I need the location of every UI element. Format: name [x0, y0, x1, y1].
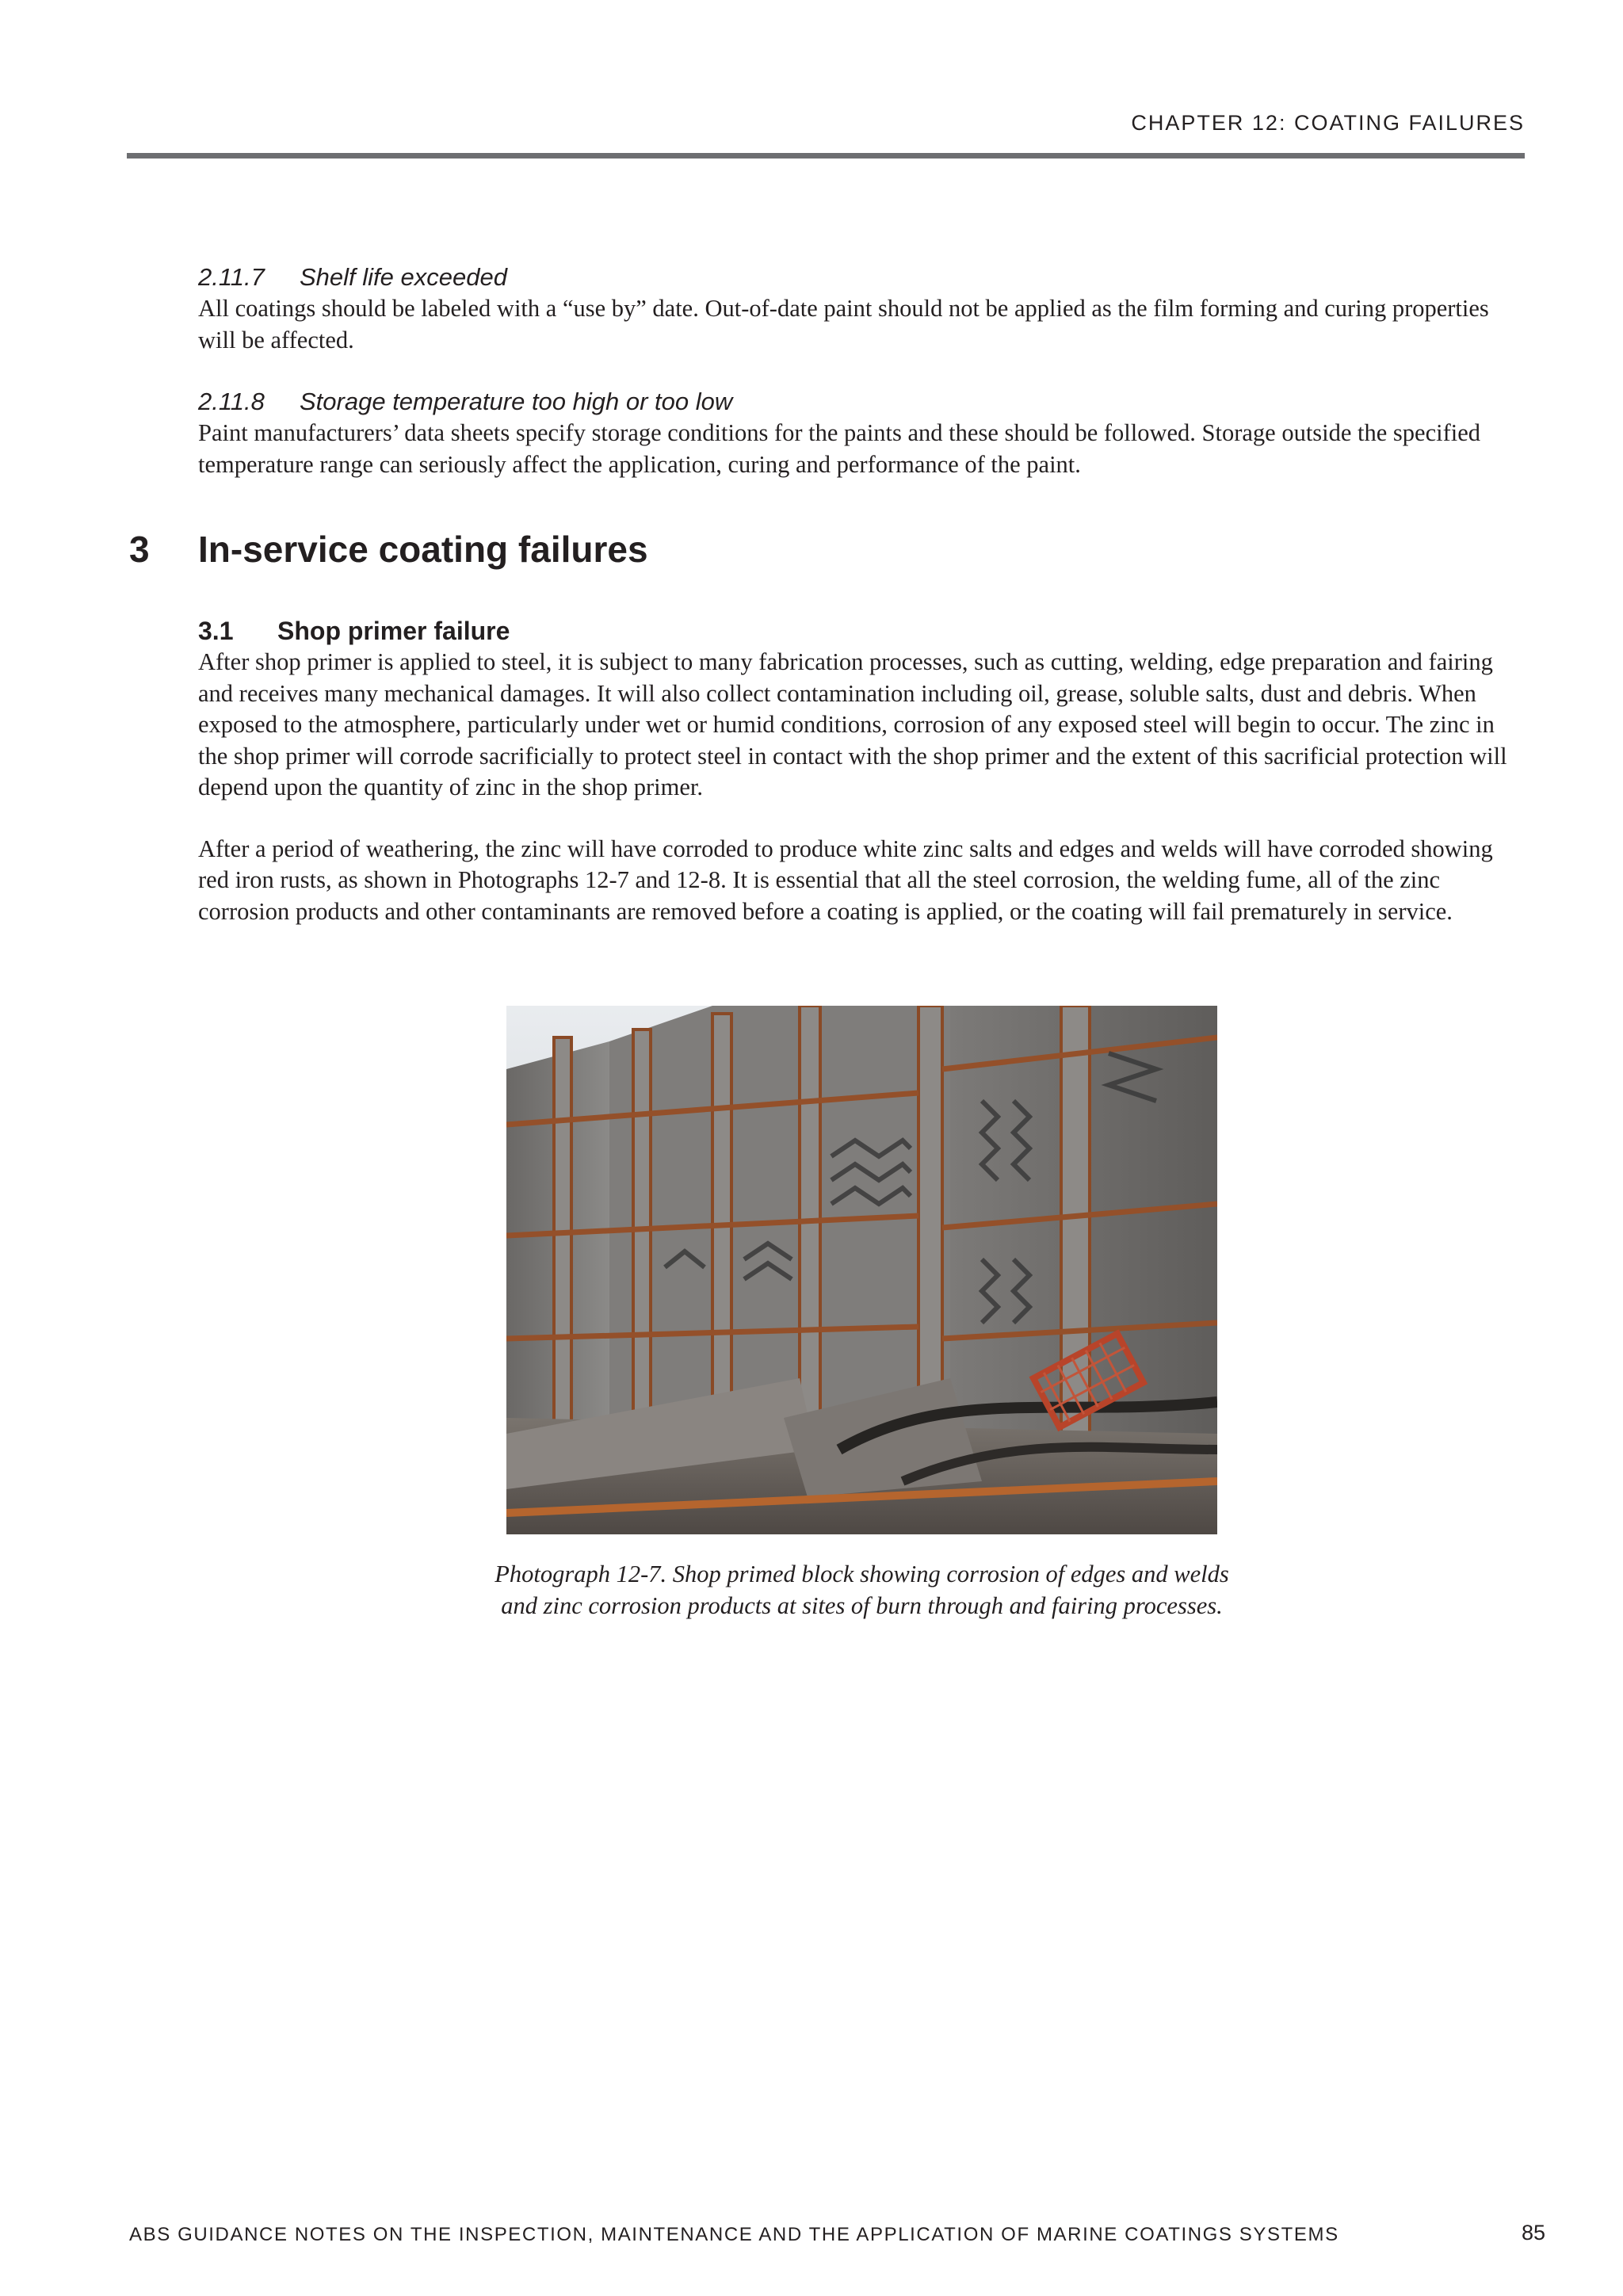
- section-heading-3: [129, 527, 648, 571]
- paragraph-storage-temperature: Paint manufacturers’ data sheets specify storage conditions for the paints and these should be followed. Storage outside the specified temperature range can seriously affect the application, curing and performance of the paint.: [198, 419, 1481, 478]
- subsection-number: 3.1: [198, 617, 234, 645]
- figure-caption: [428, 1558, 1296, 1622]
- footer-publication-title: ABS GUIDANCE NOTES ON THE INSPECTION, MAINTENANCE AND THE APPLICATION OF MARINE COATINGS SYSTEMS: [129, 2224, 1339, 2245]
- chapter-title: CHAPTER 12: COATING FAILURES: [1131, 111, 1525, 135]
- upper-subsections: [198, 262, 1529, 480]
- subsection-title: Shelf life exceeded: [300, 263, 507, 291]
- subsection-title: Shop primer failure: [277, 617, 510, 645]
- running-header: [127, 0, 1525, 159]
- photograph-12-7: [506, 1006, 1217, 1534]
- subsection-number: 2.11.8: [198, 388, 265, 415]
- subsection-3-1: [198, 615, 1529, 927]
- subsection-heading-2-11-8: [198, 386, 1529, 418]
- section-number: 3: [129, 529, 150, 570]
- shop-primed-block-photo: [506, 1006, 1217, 1534]
- caption-line: Photograph 12-7. Shop primed block showing corrosion of edges and welds: [495, 1561, 1229, 1587]
- paragraph-shop-primer-2: After a period of weathering, the zinc will have corroded to produce white zinc salts and edges and welds will have corroded showing red iron rusts, as shown in Photographs 12-7 and 12-8. It is essential that all the steel corrosion, the welding fume, all of the zinc corrosion products and other contaminants are removed before a coating is applied, or the coating will fail prematurely in service.: [198, 835, 1493, 925]
- section-title: In-service coating failures: [198, 529, 648, 570]
- paragraph-shelf-life: All coatings should be labeled with a “use by” date. Out-of-date paint should not be applied as the film forming and curing properties will be affected.: [198, 295, 1489, 353]
- subsection-heading-2-11-7: [198, 262, 1529, 293]
- subsection-heading-3-1: [198, 615, 1529, 647]
- subsection-title: Storage temperature too high or too low: [300, 388, 733, 415]
- page-number: 85: [1521, 2221, 1545, 2244]
- paragraph-shop-primer-1: After shop primer is applied to steel, it is subject to many fabrication processes, such as cutting, welding, edge preparation and fairing and receives many mechanical damages. It will also collect contamination including oil, grease, soluble salts, dust and debris. When exposed to the atmosphere, particularly under wet or humid conditions, corrosion of any exposed steel will begin to occur. The zinc in the shop primer will corrode sacrificially to protect steel in contact with the shop primer and the extent of this sacrificial protection will depend upon the quantity of zinc in the shop primer.: [198, 648, 1507, 800]
- caption-line: and zinc corrosion products at sites of burn through and fairing processes.: [501, 1592, 1223, 1619]
- subsection-number: 2.11.7: [198, 263, 265, 291]
